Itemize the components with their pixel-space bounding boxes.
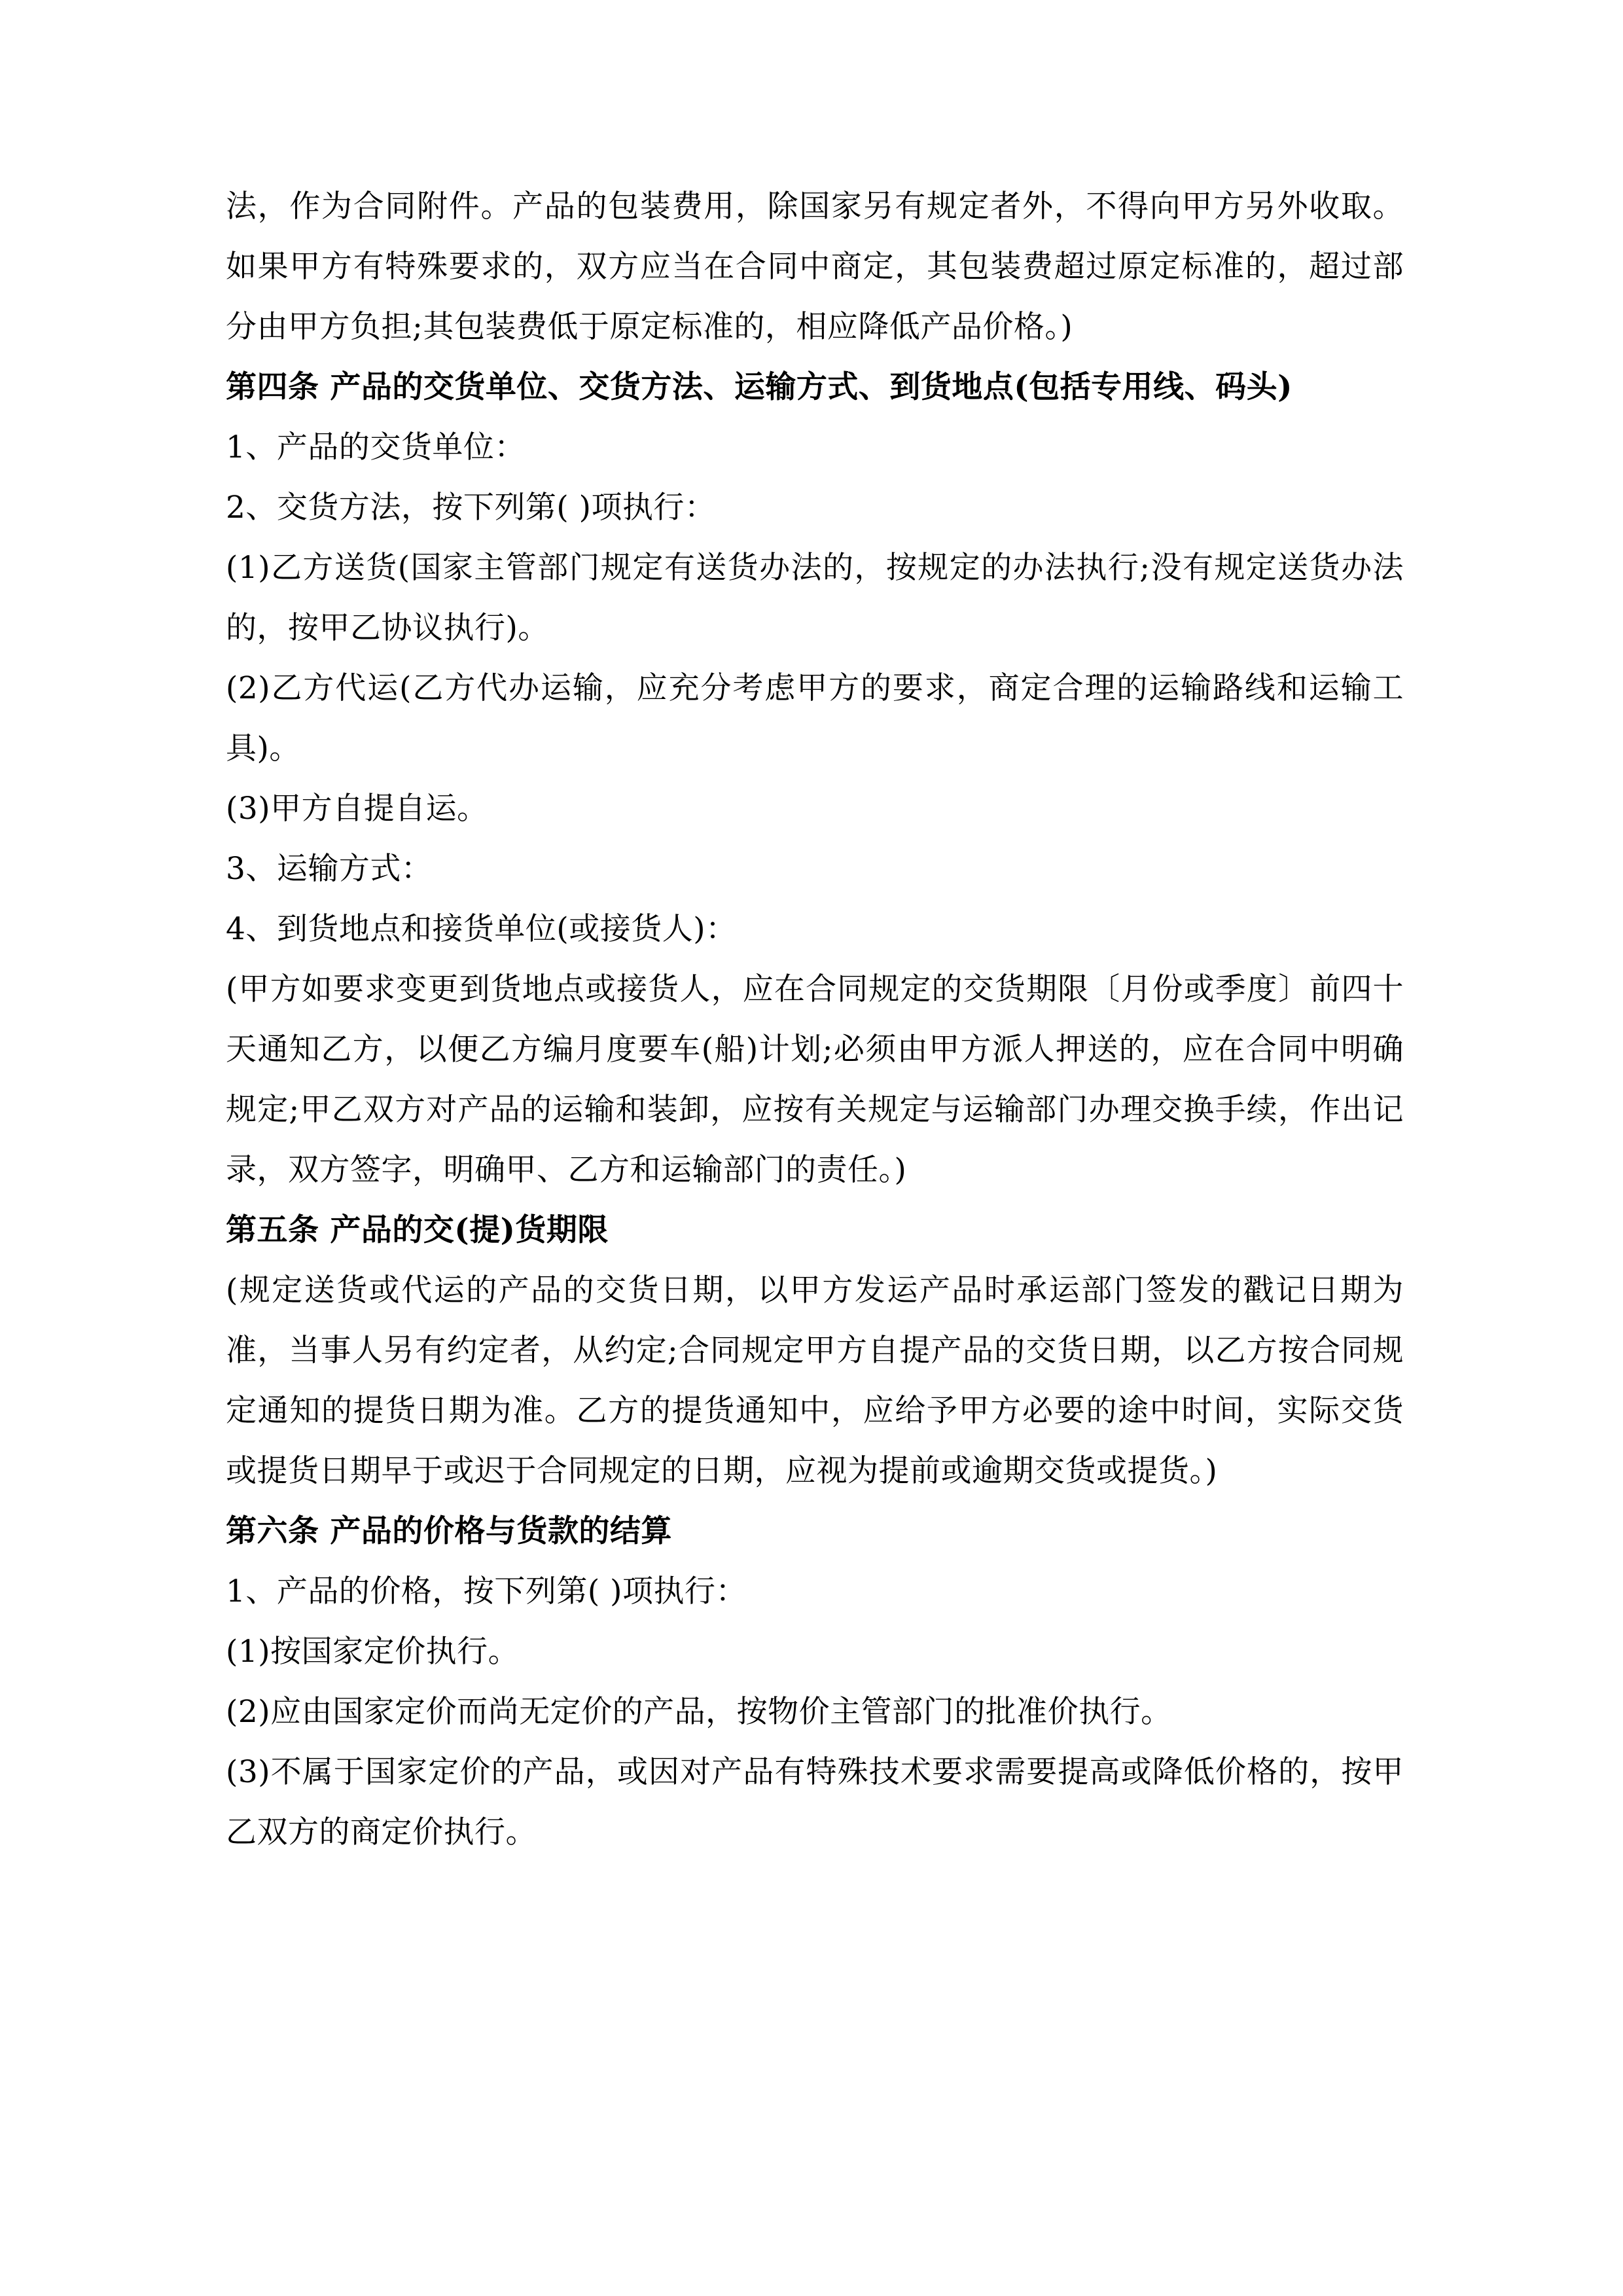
heading-article-four: 第四条 产品的交货单位、交货方法、运输方式、到货地点(包括专用线、码头): [226, 369, 1293, 405]
item-4-2-3-party-a-self-pickup: (3)甲方自提自运。: [226, 791, 488, 827]
item-4-4-arrival-place: 4、到货地点和接货单位(或接货人)：: [226, 911, 737, 947]
item-6-1-1-state-price: (1)按国家定价执行。: [226, 1634, 520, 1670]
item-4-3-transport-mode: 3、运输方式：: [226, 851, 433, 887]
note-arrival-change: (甲方如要求变更到货地点或接货人，应在合同规定的交货期限〔月份或季度〕前四十天通知乙方，以便乙方编月度要车(船)计划;必须由甲方派人押送的，应在合同中明确规定;甲乙双方对产品的运输和装卸，应按有关规定与运输部门办理交换手续，作出记录，双方签字，明确甲、乙方和运输部门的责任。): [226, 971, 1404, 1188]
note-delivery-deadline: (规定送货或代运的产品的交货日期，以甲方发运产品时承运部门签发的戳记日期为准，当事人另有约定者，从约定;合同规定甲方自提产品的交货日期，以乙方按合同规定通知的提货日期为准。乙方的提货通知中，应给予甲方必要的途中时间，实际交货或提货日期早于或迟于合同规定的日期，应视为提前或逾期交货或提货。): [226, 1272, 1404, 1489]
item-6-1-3-negotiated-price: (3)不属于国家定价的产品，或因对产品有特殊技术要求需要提高或降低价格的，按甲乙双方的商定价执行。: [226, 1754, 1404, 1850]
item-4-2-1-party-b-delivery: (1)乙方送货(国家主管部门规定有送货办法的，按规定的办法执行;没有规定送货办法的，按甲乙协议执行)。: [226, 550, 1404, 646]
item-6-1-2-no-fixed-price: (2)应由国家定价而尚无定价的产品，按物价主管部门的批准价执行。: [226, 1694, 1172, 1730]
heading-article-five: 第五条 产品的交(提)货期限: [226, 1212, 609, 1248]
item-4-2-delivery-method: 2、交货方法，按下列第( )项执行：: [226, 490, 716, 526]
item-4-1-delivery-unit: 1、产品的交货单位：: [226, 429, 526, 465]
document-body: [226, 177, 1404, 1863]
item-6-1-product-price: 1、产品的价格，按下列第( )项执行：: [226, 1573, 747, 1609]
item-4-2-2-party-b-agent-transport: (2)乙方代运(乙方代办运输，应充分考虑甲方的要求，商定合理的运输路线和运输工具)。: [226, 670, 1404, 766]
heading-article-six: 第六条 产品的价格与货款的结算: [226, 1513, 672, 1549]
paragraph-packaging-cost: 法，作为合同附件。产品的包装费用，除国家另有规定者外，不得向甲方另外收取。如果甲方有特殊要求的，双方应当在合同中商定，其包装费超过原定标准的，超过部分由甲方负担;其包装费低于原定标准的，相应降低产品价格。): [226, 188, 1404, 345]
